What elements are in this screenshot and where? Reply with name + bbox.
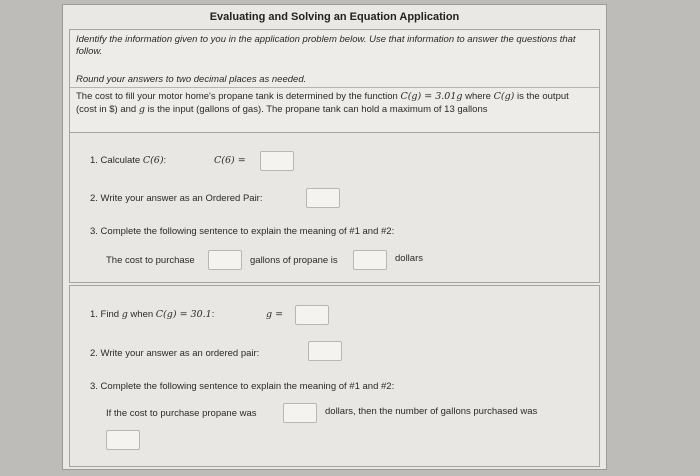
q1-text: 1. Find <box>90 309 122 320</box>
question-3-label: 3. Complete the following sentence to explain the meaning of #1 and #2: <box>90 381 395 392</box>
answer-input-ordered-pair[interactable] <box>306 188 340 208</box>
q1-when: when <box>127 309 156 320</box>
problem-text-4: is the input (gallons of gas). The propane tank can hold a maximum of 13 gallons <box>144 104 488 115</box>
answer-input-g[interactable] <box>295 305 329 325</box>
function-name: C(g) <box>493 91 515 102</box>
input-variable: g <box>138 104 145 115</box>
problem-panel <box>69 29 600 133</box>
sentence-part-1: The cost to purchase <box>106 255 195 266</box>
function-expression: C(g) = 3.01g <box>400 91 463 102</box>
answer-input-ordered-pair-2[interactable] <box>308 341 342 361</box>
answer-input-gallons[interactable] <box>208 250 242 270</box>
q1-colon: : <box>211 309 215 320</box>
worksheet <box>62 4 607 470</box>
sentence-part-1: If the cost to purchase propane was <box>106 408 257 419</box>
q1-expression: C(6) <box>142 155 164 166</box>
answer-input-gallons-2[interactable] <box>106 430 140 450</box>
rounding-note: Round your answers to two decimal places as needed. <box>76 74 307 85</box>
sentence-part-3: dollars <box>395 253 423 264</box>
q1-answer-prefix: C(6) = <box>214 155 246 166</box>
question-2-label: 2. Write your answer as an ordered pair: <box>90 348 260 359</box>
answer-input-c6[interactable] <box>260 151 294 171</box>
sentence-part-2: dollars, then the number of gallons purchased was <box>325 406 538 417</box>
problem-statement <box>76 90 591 116</box>
divider <box>70 87 599 88</box>
problem-text-1: The cost to fill your motor home's propane tank is determined by the function <box>76 91 401 102</box>
q1-answer-prefix: g = <box>266 309 284 320</box>
q1-text: 1. Calculate <box>90 155 143 166</box>
question-3-label: 3. Complete the following sentence to explain the meaning of #1 and #2: <box>90 226 395 237</box>
answer-input-cost[interactable] <box>353 250 387 270</box>
solve-section <box>69 285 600 467</box>
question-1-label <box>90 155 166 166</box>
sentence-part-2: gallons of propane is <box>250 255 338 266</box>
answer-input-cost-2[interactable] <box>283 403 317 423</box>
question-2-label: 2. Write your answer as an Ordered Pair: <box>90 193 263 204</box>
problem-text-2: where <box>462 91 494 102</box>
evaluate-section <box>69 133 600 283</box>
q1-variable: g <box>121 309 128 320</box>
question-1-label <box>90 309 214 320</box>
q1-expression: C(g) = 30.1 <box>155 309 212 320</box>
problem-text-3: is the output (cost in $) and <box>76 91 569 115</box>
page-title: Evaluating and Solving an Equation Application <box>209 11 460 23</box>
q1-colon: : <box>163 155 167 166</box>
instructions-text: Identify the information given to you in the application problem below. Use that information to answer the questions that follow. <box>76 34 576 57</box>
